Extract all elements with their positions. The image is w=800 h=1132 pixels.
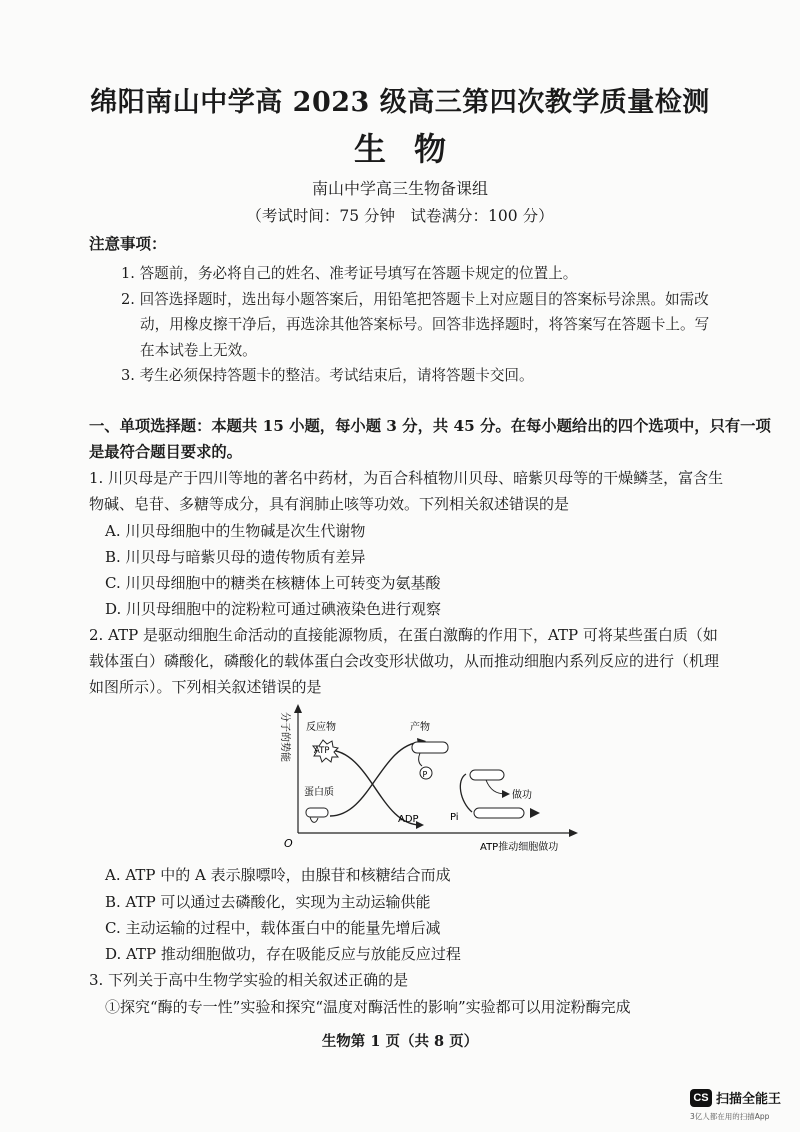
reactant-label: 反应物: [306, 722, 336, 733]
question-2-stem: 2. ATP 是驱动细胞生命活动的直接能源物质，在蛋白激酶的作用下，ATP 可将某些蛋白质（如: [89, 626, 718, 644]
question-1-option-c: C. 川贝母细胞中的糖类在核糖体上可转变为氨基酸: [105, 574, 441, 592]
work-arrow-head: [502, 790, 510, 798]
question-2-option-d: D. ATP 推动细胞做功，存在吸能反应与放能反应过程: [105, 945, 461, 963]
exam-title: 绵阳南山中学高 2023 级高三第四次教学质量检测: [90, 87, 710, 118]
pi-label: Pi: [450, 812, 459, 823]
question-2-option-c: C. 主动运输的过程中，载体蛋白中的能量先增后减: [105, 919, 441, 937]
question-1-option-a: A. 川贝母细胞中的生物碱是次生代谢物: [105, 522, 366, 540]
question-3-statement-1: ①探究“酶的专一性”实验和探究“温度对酶活性的影响”实验都可以用淀粉酶完成: [105, 998, 631, 1016]
question-1-stem: 1. 川贝母是产于四川等地的著名中药材，为百合科植物川贝母、暗紫贝母等的干燥鳞茎，富含生: [89, 469, 724, 487]
phosphate-label: P: [422, 770, 428, 779]
protein-tail: [310, 817, 318, 822]
atp-label: ATP: [314, 746, 330, 756]
notice-line: 2. 回答选择题时，选出每小题答案后，用铅笔把答题卡上对应题目的答案标号涂黑。如需改: [121, 291, 709, 308]
x-axis-label: ATP推动细胞做功: [480, 842, 559, 853]
question-1-option-d: D. 川贝母细胞中的淀粉粒可通过碘液染色进行观察: [105, 600, 442, 618]
protein-label: 蛋白质: [304, 787, 334, 798]
prep-group: 南山中学高三生物备课组: [311, 179, 488, 198]
question-2-stem: 载体蛋白）磷酸化，磷酸化的载体蛋白会改变形状做功，从而推动细胞内系列反应的进行（机理: [89, 652, 720, 670]
camscanner-tagline: 3亿人都在用的扫描App: [690, 1112, 770, 1121]
notice-line: 动，用橡皮擦干净后，再选涂其他答案标号。回答非选择题时，将答案写在答题卡上。写: [140, 316, 710, 333]
page-footer: 生物第 1 页（共 8 页）: [321, 1033, 479, 1050]
final-arrow-head: [530, 808, 540, 818]
adp-label: ADP: [398, 814, 419, 825]
product-protein-shape: [412, 742, 448, 753]
question-3-stem: 3. 下列关于高中生物学实验的相关叙述正确的是: [89, 971, 409, 989]
notice-line: 在本试卷上无效。: [140, 342, 257, 359]
question-2-option-a: A. ATP 中的 A 表示腺嘌呤，由腺苷和核糖结合而成: [105, 866, 451, 884]
section-heading: 一、单项选择题：本题共 15 小题，每小题 3 分，共 45 分。在每小题给出的四个选项中，只有一项: [89, 417, 771, 435]
subject-title: 生物: [353, 130, 474, 168]
relaxed-protein-shape: [474, 808, 524, 818]
section-heading-cont: 是最符合题目要求的。: [89, 443, 242, 461]
y-axis-label: 分子的势能: [279, 712, 290, 762]
question-1-stem: 物碱、皂苷、多糖等成分，具有润肺止咳等功效。下列相关叙述错误的是: [89, 495, 570, 513]
working-protein-shape: [470, 770, 504, 780]
camscanner-name: 扫描全能王: [716, 1092, 782, 1107]
x-axis-arrow: [569, 829, 578, 837]
camscanner-logo: CS: [690, 1089, 712, 1107]
notice-heading: 注意事项：: [89, 234, 167, 253]
work-label: 做功: [512, 790, 532, 801]
work-curve: [460, 774, 472, 812]
atp-mechanism-diagram: [270, 700, 600, 855]
product-label: 产物: [410, 722, 430, 733]
protein-shape: [306, 808, 328, 817]
notice-line: 1. 答题前，务必将自己的姓名、准考证号填写在答题卡规定的位置上。: [121, 265, 578, 282]
origin-label: O: [284, 837, 293, 850]
y-axis-arrow: [294, 704, 302, 713]
question-2-option-b: B. ATP 可以通过去磷酸化，实现为主动运输供能: [105, 893, 431, 911]
exam-time-info: （考试时间：75 分钟 试卷满分：100 分）: [246, 207, 554, 225]
product-protein-tail: [419, 753, 422, 766]
question-1-option-b: B. 川贝母与暗紫贝母的遗传物质有差异: [105, 548, 366, 566]
question-2-stem: 如图所示）。下列相关叙述错误的是: [89, 678, 322, 696]
notice-line: 3. 考生必须保持答题卡的整洁。考试结束后，请将答题卡交回。: [121, 367, 534, 384]
